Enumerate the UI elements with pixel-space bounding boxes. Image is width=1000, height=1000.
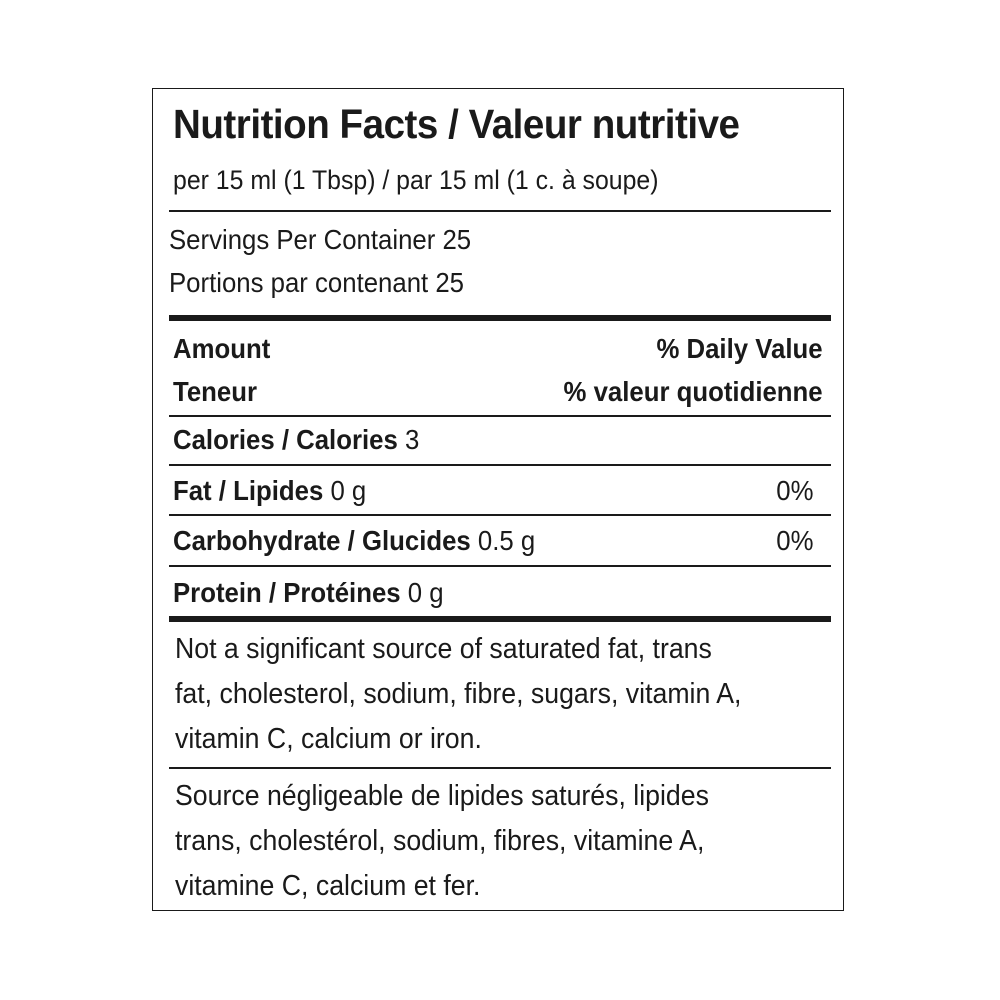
nutrient-row-fat xyxy=(173,475,366,507)
serving-size: per 15 ml (1 Tbsp) / par 15 ml (1 c. à soupe) xyxy=(173,165,659,195)
nutrient-name: Fat / Lipides xyxy=(173,475,324,506)
divider xyxy=(169,514,831,516)
daily-value-header-en: % Daily Value xyxy=(656,333,823,364)
nutrient-daily-value: 0% xyxy=(775,525,813,556)
footnote-line: vitamine C, calcium et fer. xyxy=(175,870,481,902)
amount-header-fr: Teneur xyxy=(173,376,257,407)
nutrient-name: Calories / Calories xyxy=(173,424,398,455)
nutrient-row-carbohydrate xyxy=(173,525,535,557)
footnote-line: trans, cholestérol, sodium, fibres, vitamine A, xyxy=(175,825,705,857)
footnote-line: Not a significant source of saturated fat, trans xyxy=(175,633,712,665)
nutrient-row-protein xyxy=(173,577,444,609)
amount-header-en: Amount xyxy=(173,333,271,364)
divider xyxy=(169,767,831,769)
divider-thick xyxy=(169,616,831,622)
nutrition-facts-panel xyxy=(152,88,844,911)
divider xyxy=(169,210,831,212)
servings-per-container-fr: Portions par contenant 25 xyxy=(169,267,465,298)
nutrient-amount: 0.5 g xyxy=(477,525,536,556)
divider xyxy=(169,565,831,567)
daily-value-header-fr: % valeur quotidienne xyxy=(563,376,823,407)
footnote-french xyxy=(175,774,819,909)
nutrient-amount: 0 g xyxy=(407,577,444,608)
nutrient-name: Carbohydrate / Glucides xyxy=(173,525,471,556)
nutrient-row-calories xyxy=(173,424,419,456)
divider-thick xyxy=(169,315,831,321)
nutrient-amount: 3 xyxy=(404,424,420,455)
servings-per-container-en: Servings Per Container 25 xyxy=(169,224,472,255)
divider xyxy=(169,415,831,417)
nutrient-daily-value: 0% xyxy=(775,475,813,506)
label-title: Nutrition Facts / Valeur nutritive xyxy=(173,101,740,147)
nutrient-amount: 0 g xyxy=(330,475,367,506)
nutrient-name: Protein / Protéines xyxy=(173,577,401,608)
divider xyxy=(169,464,831,466)
footnote-line: fat, cholesterol, sodium, fibre, sugars, vitamin A, xyxy=(175,678,742,710)
footnote-english xyxy=(175,627,819,762)
footnote-line: vitamin C, calcium or iron. xyxy=(175,723,482,755)
footnote-line: Source négligeable de lipides saturés, lipides xyxy=(175,780,709,812)
